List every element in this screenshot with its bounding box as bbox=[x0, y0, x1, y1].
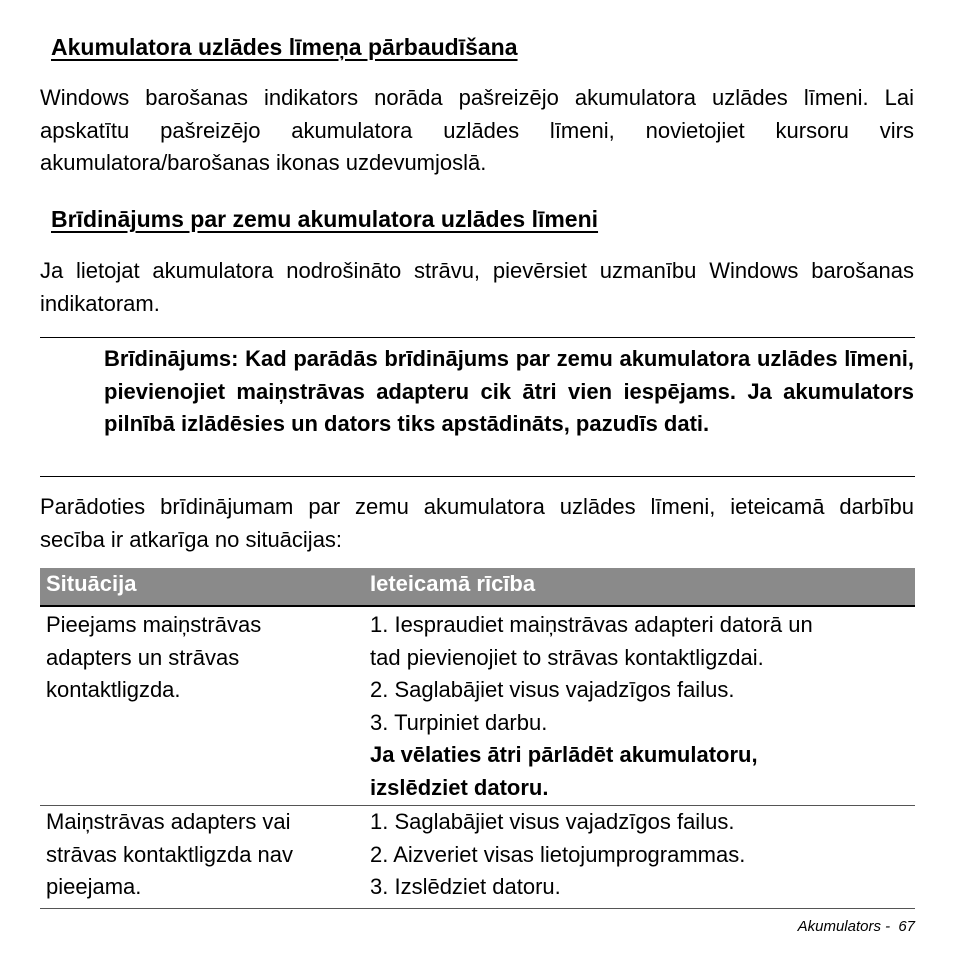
low-battery-paragraph: Ja lietojat akumulatora nodrošināto strāvu, pievērsiet uzmanību Windows barošanas indikatoram. bbox=[40, 258, 914, 316]
intro-paragraph: Parādoties brīdinājumam par zemu akumulatora uzlādes līmeni, ieteicamā darbību secība ir atkarīga no situācijas: bbox=[40, 494, 914, 552]
header-situation: Situācija bbox=[46, 571, 137, 596]
table-header bbox=[40, 568, 915, 607]
section-heading-low-battery-warning: Brīdinājums par zemu akumulatora uzlādes līmeni bbox=[51, 206, 599, 232]
table-row bbox=[40, 607, 915, 806]
page-footer bbox=[798, 918, 915, 935]
table-row bbox=[40, 806, 915, 909]
page-number: 67 bbox=[898, 918, 915, 935]
section-heading-battery-check: Akumulatora uzlādes līmeņa pārbaudīšana bbox=[51, 34, 518, 60]
situation-cell: Maiņstrāvas adapters vai strāvas kontaktligzda nav pieejama. bbox=[46, 809, 294, 899]
battery-check-paragraph: Windows barošanas indikators norāda pašreizējo akumulatora uzlādes līmeni. Lai apskatītu pašreizējo akumulatora uzlādes līmeni, novietojiet kursoru virs akumulatora/barošanas ikonas uzdevumjoslā. bbox=[40, 85, 914, 175]
action-note: izslēdziet datoru. bbox=[370, 774, 549, 800]
situation-action-table bbox=[40, 568, 915, 909]
action-cell: 1. Iespraudiet maiņstrāvas adapteri datorā un tad pievienojiet to strāvas kontaktligzdai. 2. Saglabājiet visus vajadzīgos failus. 3. Turpiniet darbu. Ja vēlaties ātri pārlādēt akumulatoru, izslēdziet datoru. bbox=[370, 609, 910, 804]
header-recommended-action: Ieteicamā rīcība bbox=[370, 571, 536, 596]
warning-note: Brīdinājums: Kad parādās brīdinājums par zemu akumulatora uzlādes līmeni, pievienojiet maiņstrāvas adapteru cik ātri vien iespējams. Ja akumulators pilnībā izlādēsies un dators tiks apstādināts, pazudīs dati. bbox=[104, 346, 914, 436]
situation-cell: Pieejams maiņstrāvas adapters un strāvas kontaktligzda. bbox=[46, 612, 262, 702]
action-note: Ja vēlaties ātri pārlādēt akumulatoru, bbox=[370, 742, 758, 767]
action-cell: 1. Saglabājiet visus vajadzīgos failus. 2. Aizveriet visas lietojumprogrammas. 3. Izslēdziet datoru. bbox=[370, 809, 746, 899]
warning-bottom-rule bbox=[40, 476, 915, 477]
warning-top-rule bbox=[40, 337, 915, 338]
footer-section: Akumulators - bbox=[797, 918, 891, 935]
